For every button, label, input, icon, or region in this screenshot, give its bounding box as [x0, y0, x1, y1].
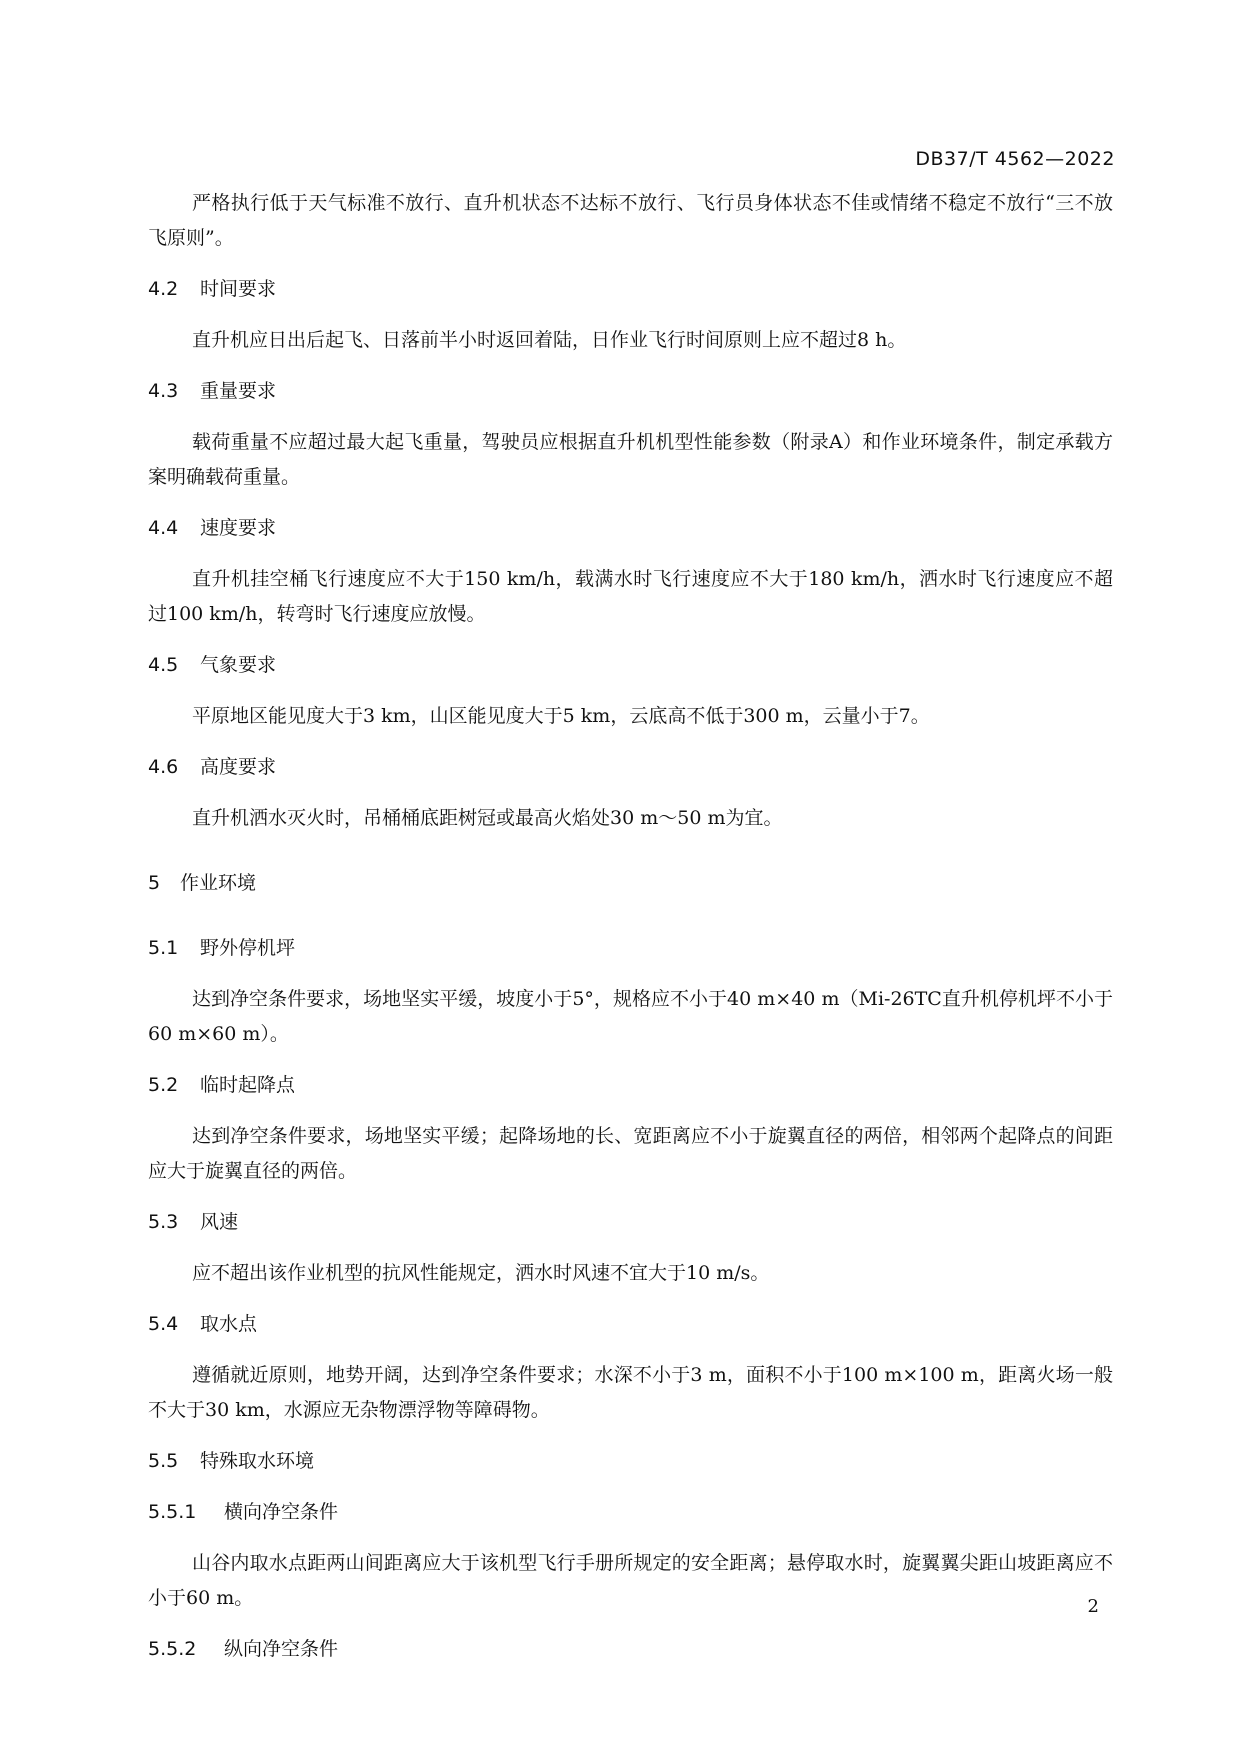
section-number: 5.5: [148, 1450, 179, 1472]
heading-5: [148, 866, 1113, 901]
section-title: 临时起降点: [200, 1074, 296, 1096]
section-title: 风速: [200, 1211, 239, 1233]
heading-5-4: [148, 1307, 1113, 1342]
section-number: 4.3: [148, 380, 179, 402]
heading-4-3: [148, 374, 1113, 409]
section-title: 特殊取水环境: [200, 1450, 315, 1472]
section-number: 5.2: [148, 1074, 179, 1096]
paragraph-wind-speed: 应不超出该作业机型的抗风性能规定，洒水时风速不宜大于10 m/s。: [192, 1262, 770, 1284]
heading-5-5-2: [148, 1632, 1113, 1667]
paragraph-temporary-landing-site: 达到净空条件要求，场地坚实平缓；起降场地的长、宽距离应不小于旋翼直径的两倍，相邻两个起降点的间距应大于旋翼直径的两倍。: [148, 1125, 1113, 1182]
heading-4-5: [148, 648, 1113, 683]
section-title: 时间要求: [200, 278, 277, 300]
section-title: 速度要求: [200, 517, 277, 539]
document-code: DB37/T 4562—2022: [915, 148, 1115, 170]
paragraph-weight-requirement: 载荷重量不应超过最大起飞重量，驾驶员应根据直升机机型性能参数（附录A）和作业环境条件，制定承载方案明确载荷重量。: [148, 431, 1113, 488]
heading-4-2: [148, 272, 1113, 307]
paragraph-height-requirement: 直升机洒水灭火时，吊桶桶底距树冠或最高火焰处30 m～50 m为宜。: [192, 807, 783, 829]
section-title: 气象要求: [200, 654, 277, 676]
section-number: 5.5.1: [148, 1501, 197, 1523]
section-number: 4.2: [148, 278, 179, 300]
page-number: 2: [1087, 1596, 1099, 1617]
paragraph-weather-requirement: 平原地区能见度大于3 km，山区能见度大于5 km，云底高不低于300 m，云量小于7。: [192, 705, 930, 727]
document-body: [148, 186, 1113, 1667]
heading-5-2: [148, 1068, 1113, 1103]
section-number: 5.1: [148, 937, 179, 959]
section-title: 横向净空条件: [224, 1501, 339, 1523]
paragraph-time-requirement: 直升机应日出后起飞、日落前半小时返回着陆，日作业飞行时间原则上应不超过8 h。: [192, 329, 907, 351]
heading-4-6: [148, 750, 1113, 785]
section-title: 重量要求: [200, 380, 277, 402]
section-number: 5.5.2: [148, 1638, 197, 1660]
heading-5-3: [148, 1205, 1113, 1240]
paragraph-water-intake-point: 遵循就近原则，地势开阔，达到净空条件要求；水深不小于3 m，面积不小于100 m×100 m，距离火场一般不大于30 km，水源应无杂物漂浮物等障碍物。: [148, 1364, 1113, 1421]
heading-4-4: [148, 511, 1113, 546]
paragraph-three-no-fly-principle: 严格执行低于天气标准不放行、直升机状态不达标不放行、飞行员身体状态不佳或情绪不稳定不放行“三不放飞原则”。: [148, 192, 1113, 249]
section-title: 纵向净空条件: [224, 1638, 339, 1660]
section-number: 5.4: [148, 1313, 179, 1335]
heading-5-1: [148, 931, 1113, 966]
section-title: 高度要求: [200, 756, 277, 778]
heading-5-5: [148, 1444, 1113, 1479]
paragraph-field-helipad: 达到净空条件要求，场地坚实平缓，坡度小于5°，规格应不小于40 m×40 m（Mi-26TC直升机停机坪不小于60 m×60 m）。: [148, 988, 1113, 1045]
section-title: 野外停机坪: [200, 937, 296, 959]
section-title: 取水点: [200, 1313, 258, 1335]
paragraph-speed-requirement: 直升机挂空桶飞行速度应不大于150 km/h，载满水时飞行速度应不大于180 km/h，洒水时飞行速度应不超过100 km/h，转弯时飞行速度应放慢。: [148, 568, 1113, 625]
section-number: 4.4: [148, 517, 179, 539]
section-title: 作业环境: [180, 872, 257, 894]
section-number: 4.5: [148, 654, 179, 676]
section-number: 5.3: [148, 1211, 179, 1233]
paragraph-lateral-clearance: 山谷内取水点距两山间距离应大于该机型飞行手册所规定的安全距离；悬停取水时，旋翼翼尖距山坡距离应不小于60 m。: [148, 1552, 1113, 1609]
section-number: 4.6: [148, 756, 179, 778]
section-number: 5: [148, 872, 161, 894]
heading-5-5-1: [148, 1495, 1113, 1530]
